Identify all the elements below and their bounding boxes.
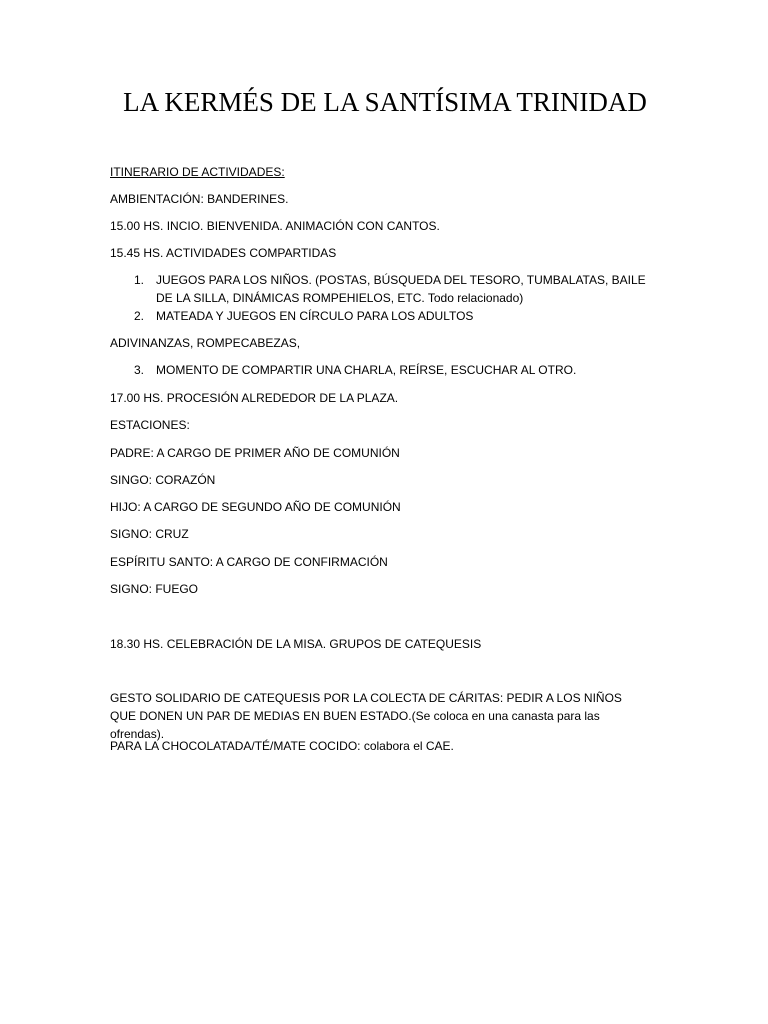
padre-line: PADRE: A CARGO DE PRIMER AÑO DE COMUNIÓN xyxy=(110,446,400,460)
itinerary-heading: ITINERARIO DE ACTIVIDADES: xyxy=(110,165,285,179)
schedule-1545-line: 15.45 HS. ACTIVIDADES COMPARTIDAS xyxy=(110,246,337,260)
signo-fuego-line: SIGNO: FUEGO xyxy=(110,582,199,596)
document-title: LA KERMÉS DE LA SANTÍSIMA TRINIDAD xyxy=(123,87,647,117)
list-item-number: 2. xyxy=(134,309,145,323)
signo-cruz-line: SIGNO: CRUZ xyxy=(110,527,189,541)
schedule-1830-line: 18.30 HS. CELEBRACIÓN DE LA MISA. GRUPOS DE CATEQUESIS xyxy=(110,637,482,651)
chocolatada-line: PARA LA CHOCOLATADA/TÉ/MATE COCIDO: colabora el CAE. xyxy=(110,739,454,753)
list-item-text: JUEGOS PARA LOS NIÑOS. (POSTAS, BÚSQUEDA DEL TESORO, TUMBALATAS, BAILE DE LA SILLA, DINÁMICAS ROMPEHIELOS, ETC. Todo relacionado) xyxy=(156,273,646,305)
list-item-number: 3. xyxy=(134,363,145,377)
list-item-text: MOMENTO DE COMPARTIR UNA CHARLA, REÍRSE, ESCUCHAR AL OTRO. xyxy=(156,363,577,377)
singo-line: SINGO: CORAZÓN xyxy=(110,473,216,487)
schedule-1500-line: 15.00 HS. INCIO. BIENVENIDA. ANIMACIÓN CON CANTOS. xyxy=(110,219,440,233)
adivinanzas-line: ADIVINANZAS, ROMPECABEZAS, xyxy=(110,336,301,350)
espiritu-line: ESPÍRITU SANTO: A CARGO DE CONFIRMACIÓN xyxy=(110,555,388,569)
list-item-number: 1. xyxy=(134,273,145,287)
list-item-text: MATEADA Y JUEGOS EN CÍRCULO PARA LOS ADULTOS xyxy=(156,309,474,323)
gesto-solidario-paragraph: GESTO SOLIDARIO DE CATEQUESIS POR LA COLECTA DE CÁRITAS: PEDIR A LOS NIÑOS QUE DONEN UN PAR DE MEDIAS EN BUEN ESTADO.(Se coloca en una canasta para las ofrendas). xyxy=(110,691,622,741)
hijo-line: HIJO: A CARGO DE SEGUNDO AÑO DE COMUNIÓN xyxy=(110,500,401,514)
ambientacion-line: AMBIENTACIÓN: BANDERINES. xyxy=(110,192,289,206)
estaciones-line: ESTACIONES: xyxy=(110,418,190,432)
schedule-1700-line: 17.00 HS. PROCESIÓN ALREDEDOR DE LA PLAZA. xyxy=(110,391,399,405)
